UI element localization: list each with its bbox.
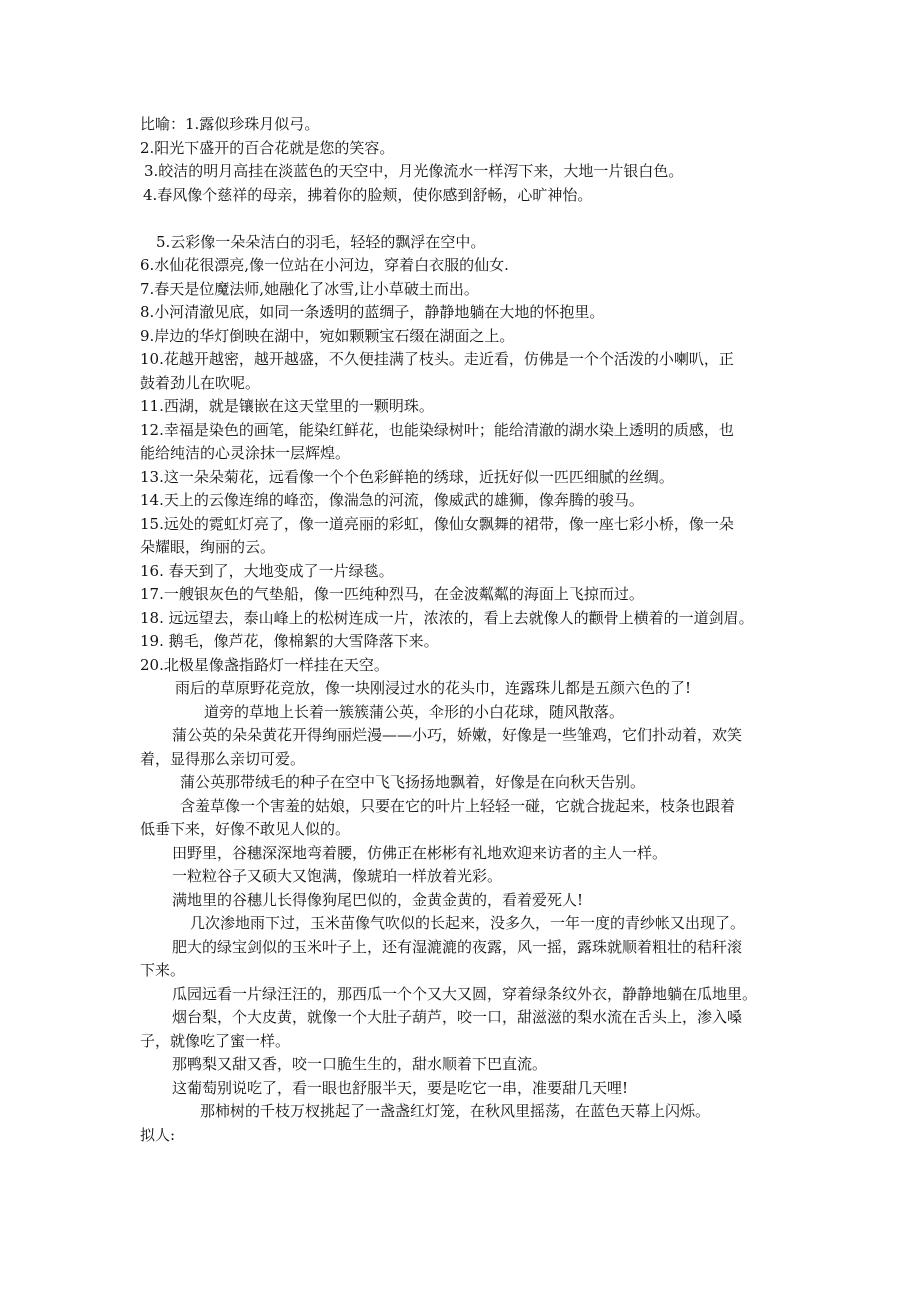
text-line: 能给纯洁的心灵涂抹一层辉煌。 bbox=[140, 444, 351, 462]
text-line: 10.花越开越密，越开越盛，不久便挂满了枝头。走近看，仿佛是一个个活泼的小喇叭，正 bbox=[140, 350, 734, 368]
text-line: 16. 春天到了，大地变成了一片绿毯。 bbox=[140, 561, 394, 580]
text-line: 15.远处的霓虹灯亮了，像一道亮丽的彩虹，像仙女飘舞的裙带，像一座七彩小桥，像一朵 bbox=[140, 514, 734, 533]
text-line: 含羞草像一个害羞的姑娘，只要在它的叶片上轻轻一碰，它就合拢起来，枝条也跟着 bbox=[180, 796, 736, 815]
text-line: 拟人: bbox=[140, 1125, 176, 1144]
text-line: 田野里，谷穗深深地弯着腰，仿佛正在彬彬有礼地欢迎来访者的主人一样。 bbox=[172, 843, 668, 862]
text-line: 烟台梨，个大皮黄，就像一个大肚子葫芦，咬一口，甜滋滋的梨水流在舌头上，渗入嗓 bbox=[172, 1008, 743, 1026]
text-line: 子，就像吃了蜜一样。 bbox=[140, 1031, 291, 1050]
text-line: 12.幸福是染色的画笔，能染红鲜花，也能染绿树叶；能给清澈的湖水染上透明的质感，也 bbox=[140, 420, 734, 439]
blank-line bbox=[140, 207, 800, 231]
text-line: 道旁的草地上长着一簇簇蒲公英，伞形的小白花球，随风散落。 bbox=[204, 702, 625, 721]
text-line: 朵耀眼，绚丽的云。 bbox=[140, 538, 276, 556]
text-line: 那柿树的千枝万杈挑起了一盏盏红灯笼，在秋风里摇荡，在蓝色天幕上闪烁。 bbox=[200, 1102, 711, 1120]
text-line: 肥大的绿宝剑似的玉米叶子上，还有湿漉漉的夜露，风一摇，露珠就顺着粗壮的秸秆滚 bbox=[172, 937, 743, 956]
text-line: 3.皎洁的明月高挂在淡蓝色的天空中，月光像流水一样泻下来，大地一片银白色。 bbox=[144, 162, 684, 180]
text-line: 14.天上的云像连绵的峰峦，像湍急的河流，像威武的雄狮，像奔腾的骏马。 bbox=[140, 491, 644, 509]
text-line: 那鸭梨又甜又香，咬一口脆生生的，甜水顺着下巴直流。 bbox=[172, 1055, 548, 1073]
text-line: 满地里的谷穗儿长得像狗尾巴似的，金黄金黄的，看着爱死人! bbox=[172, 890, 584, 909]
text-line: 4.春风像个慈祥的母亲，拂着你的脸颊，使你感到舒畅，心旷神怡。 bbox=[143, 185, 593, 204]
text-line: 19. 鹅毛，像芦花，像棉絮的大雪降落下来。 bbox=[140, 632, 439, 650]
text-line: 7.春天是位魔法师,她融化了冰雪,让小草破土而出。 bbox=[140, 279, 479, 298]
text-line: 18. 远远望去，泰山峰上的松树连成一片，浓浓的，看上去就像人的颧骨上横着的一道剑眉。 bbox=[140, 608, 754, 627]
text-line: 一粒粒谷子又硕大又饱满，像琥珀一样放着光彩。 bbox=[172, 867, 503, 885]
document-body bbox=[140, 113, 800, 1147]
text-line: 6.水仙花很漂亮,像一位站在小河边，穿着白衣服的仙女. bbox=[140, 256, 509, 274]
text-line: 8.小河清澈见底，如同一条透明的蓝绸子，静静地躺在大地的怀抱里。 bbox=[140, 303, 605, 321]
text-line: 蒲公英的朵朵黄花开得绚丽烂漫——小巧，娇嫩，好像是一些雏鸡，它们扑动着，欢笑 bbox=[172, 726, 743, 744]
text-line: 低垂下来，好像不敢见人似的。 bbox=[140, 820, 351, 838]
text-line: 20.北极星像盏指路灯一样挂在天空。 bbox=[140, 655, 389, 674]
text-line: 比喻：1.露似珍珠月似弓。 bbox=[140, 115, 320, 133]
text-line: 9.岸边的华灯倒映在湖中，宛如颗颗宝石缀在湖面之上。 bbox=[140, 326, 515, 345]
text-line: 着，显得那么亲切可爱。 bbox=[140, 749, 306, 768]
text-line: 11.西湖，就是镶嵌在这天堂里的一颗明珠。 bbox=[140, 397, 434, 415]
text-line: 这葡萄别说吃了，看一眼也舒服半天，要是吃它一串，准要甜几天哩! bbox=[172, 1078, 629, 1097]
text-line: 2.阳光下盛开的百合花就是您的笑容。 bbox=[140, 138, 395, 157]
text-line: 5.云彩像一朵朵洁白的羽毛，轻轻的飘浮在空中。 bbox=[156, 232, 486, 251]
text-line: 蒲公英那带绒毛的种子在空中飞飞扬扬地飘着，好像是在向秋天告别。 bbox=[180, 773, 646, 791]
text-line: 13.这一朵朵菊花，远看像一个个色彩鲜艳的绣球，近抚好似一匹匹细腻的丝绸。 bbox=[140, 467, 674, 486]
text-line: 雨后的草原野花竞放，像一块刚浸过水的花头巾，连露珠儿都是五颜六色的了! bbox=[175, 679, 692, 697]
text-line: 几次渗地雨下过，玉米苗像气吹似的长起来，没多久，一年一度的青纱帐又出现了。 bbox=[190, 914, 746, 932]
text-line: 17.一艘银灰色的气垫船，像一匹纯种烈马，在金波粼粼的海面上飞掠而过。 bbox=[140, 585, 644, 603]
text-line: 瓜园远看一片绿汪汪的，那西瓜一个个又大又圆，穿着绿条纹外衣，静静地躺在瓜地里。 bbox=[172, 984, 758, 1003]
text-line: 鼓着劲儿在吹呢。 bbox=[140, 373, 261, 392]
text-line: 下来。 bbox=[140, 961, 186, 979]
